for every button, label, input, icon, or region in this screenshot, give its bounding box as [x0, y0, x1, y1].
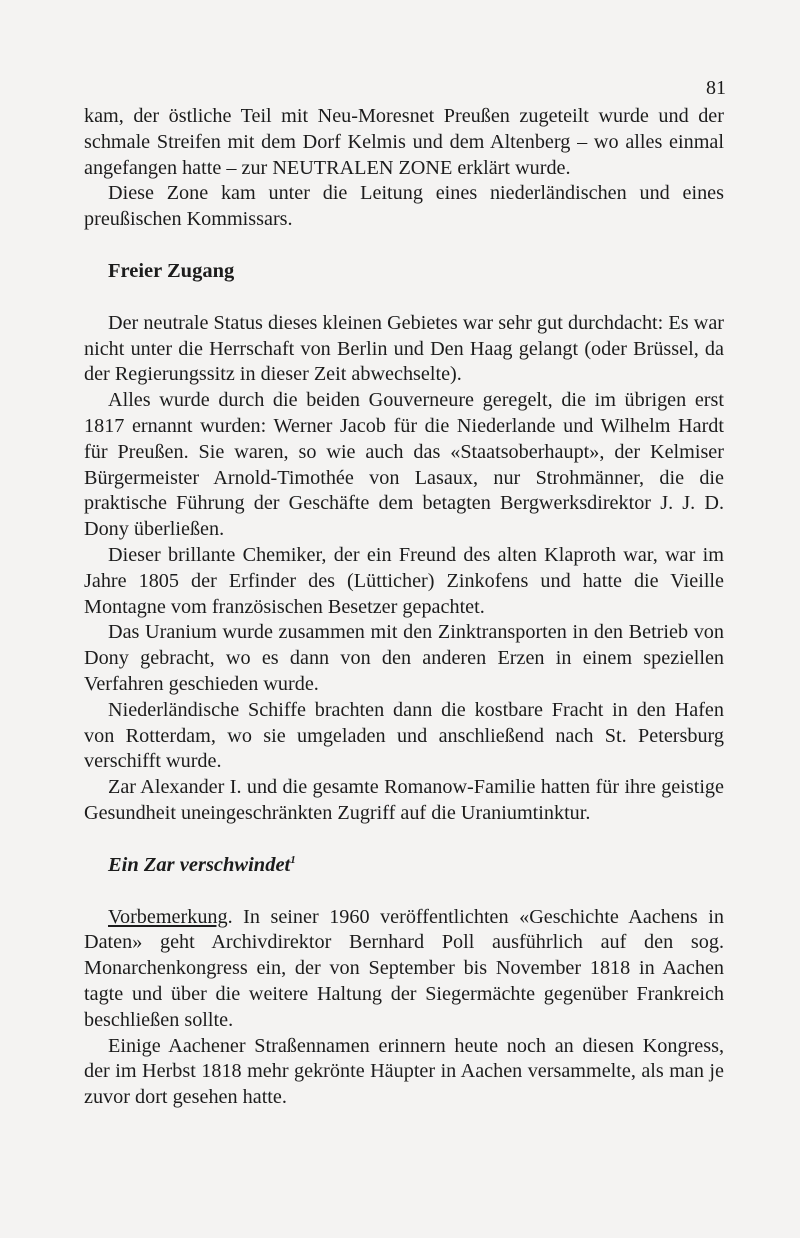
paragraph: kam, der östliche Teil mit Neu-Moresnet Preußen zugeteilt wurde und der schmale Streifen mit dem Dorf Kelmis und dem Altenberg – wo alles einmal angefangen hatte – zur NEUTRALEN ZONE erklärt wurde. [84, 105, 724, 179]
page-number: 81 [706, 77, 726, 99]
paragraph: Das Uranium wurde zusammen mit den Zinktransporten in den Betrieb von Dony gebracht, wo es dann von den anderen Erzen in einem speziellen Verfahren geschieden wurde. [84, 621, 724, 695]
page-body [84, 104, 724, 1111]
section-heading-zar-verschwindet [84, 853, 724, 879]
footnote-marker: 1 [290, 853, 296, 866]
heading-text: Ein Zar verschwindet [108, 853, 291, 876]
vorbemerkung-text: . In seiner 1960 veröffentlichten «Geschichte Aachens in Daten» geht Archivdirektor Bernhard Poll ausführlich auf den sog. Monarchenkongress ein, der von September bis November 1818 in Aachen tagte und über die weitere Haltung der Siegermächte gegenüber Frankreich beschließen sollte. [84, 905, 724, 1031]
paragraph: Dieser brillante Chemiker, der ein Freund des alten Klaproth war, war im Jahre 1805 der Erfinder des (Lütticher) Zinkofens und hatte die Vieille Montagne vom französischen Besetzer gepachtet. [84, 543, 724, 618]
paragraph: Einige Aachener Straßennamen erinnern heute noch an diesen Kongress, der im Herbst 1818 mehr gekrönte Häupter in Aachen versammelte, als man je zuvor dort gesehen hatte. [84, 1034, 724, 1109]
vorbemerkung-label: Vorbemerkung [108, 905, 228, 928]
paragraph: Der neutrale Status dieses kleinen Gebietes war sehr gut durchdacht: Es war nicht unter die Herrschaft von Berlin und Den Haag gelangt (oder Brüssel, da der Regierungssitz in dieser Zeit abwechselte). [84, 311, 724, 386]
paragraph-vorbemerkung [84, 905, 724, 1034]
paragraph: Diese Zone kam unter die Leitung eines niederländischen und eines preußischen Kommissars. [84, 182, 724, 231]
section-heading-freier-zugang: Freier Zugang [108, 259, 235, 282]
paragraph: Niederländische Schiffe brachten dann die kostbare Fracht in den Hafen von Rotterdam, wo sie umgeladen und anschließend nach St. Petersburg verschifft wurde. [84, 698, 724, 773]
paragraph: Alles wurde durch die beiden Gouverneure geregelt, die im übrigen erst 1817 ernannt wurden: Werner Jacob für die Niederlande und Wilhelm Hardt für Preußen. Sie waren, so wie auch das «Staatsoberhaupt», der Kelmiser Bürgermeister Arnold-Timothée von Lasaux, nur Strohmänner, die die praktische Führung der Geschäfte dem betagten Bergwerksdirektor J. J. D. Dony überließen. [84, 389, 724, 541]
paragraph: Zar Alexander I. und die gesamte Romanow-Familie hatten für ihre geistige Gesundheit uneingeschränkten Zugriff auf die Uraniumtinktur. [84, 776, 724, 824]
